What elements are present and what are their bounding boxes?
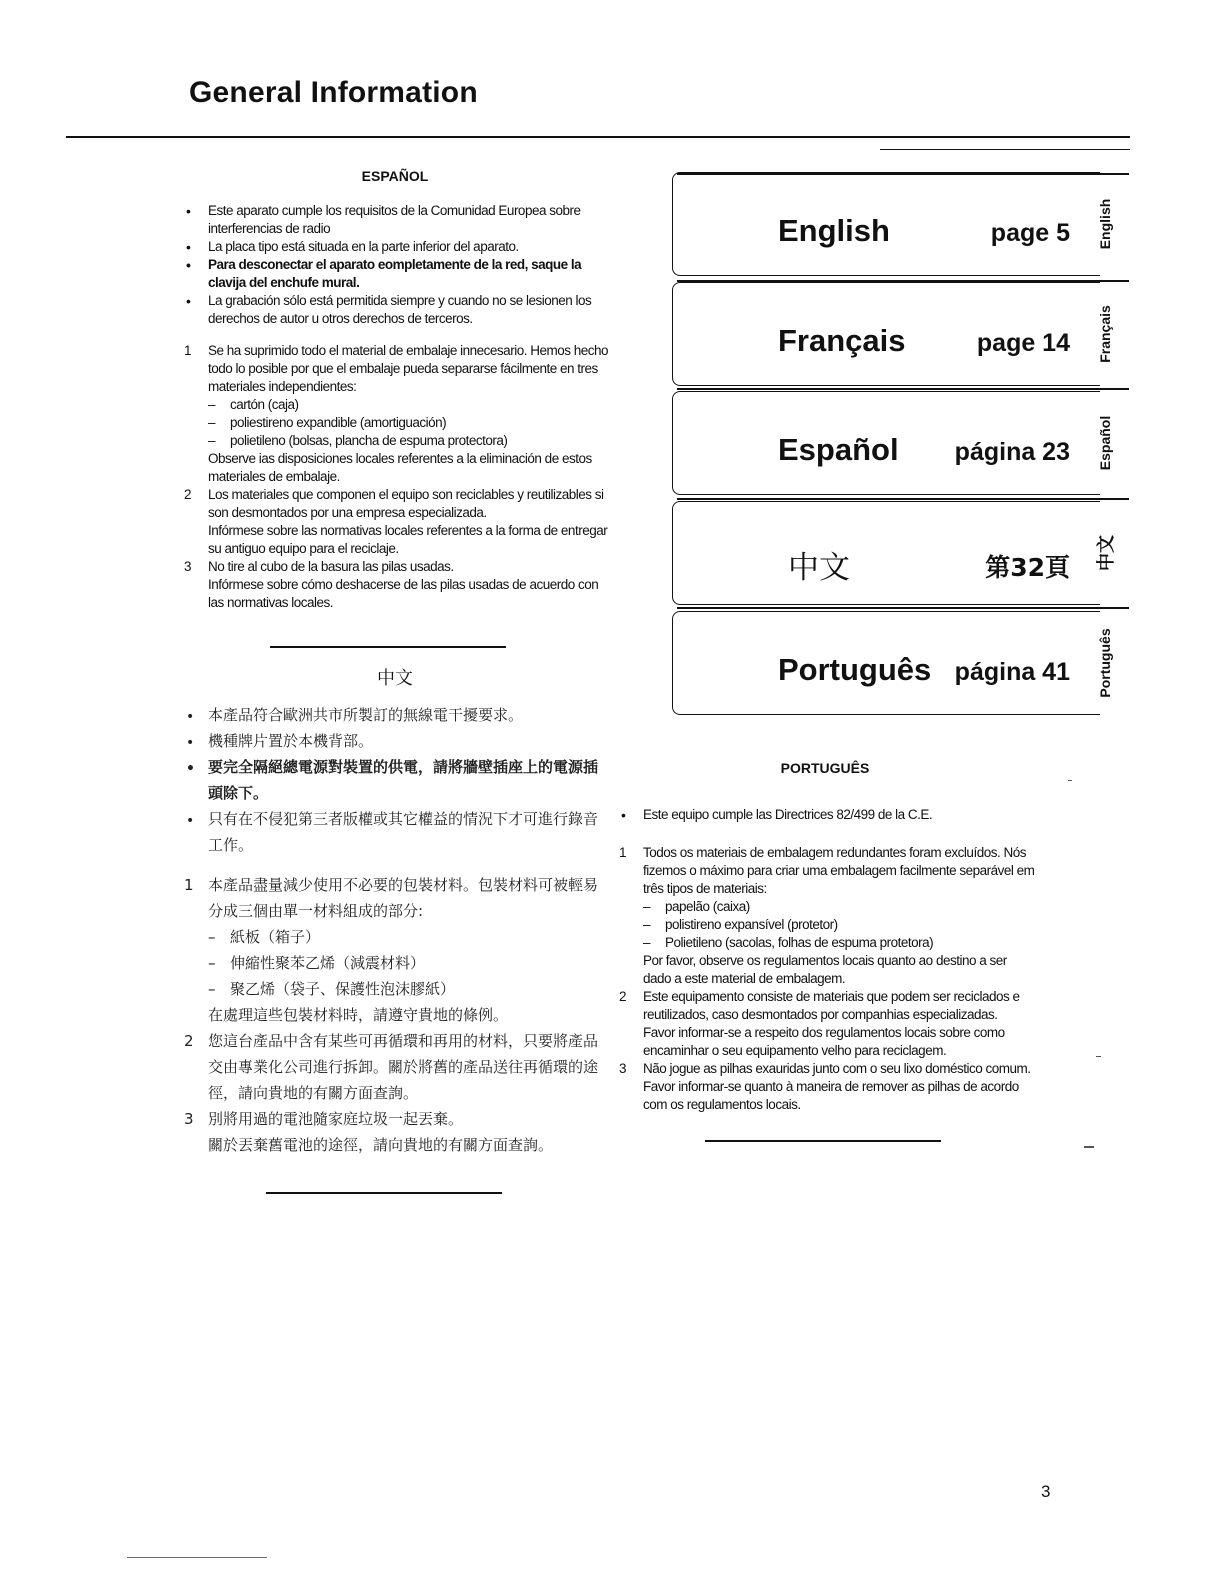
item-note: Infórmese sobre cómo deshacerse de las pilas usadas de acuerdo con las normativas locales. <box>208 577 599 610</box>
item-number: 2 <box>619 989 627 1004</box>
language-tab: English <box>1097 198 1113 250</box>
language-tab: Português <box>1097 628 1113 698</box>
list-item <box>180 558 610 612</box>
language-name: English <box>778 213 890 248</box>
language-page: página 23 <box>954 438 1070 466</box>
portugues-numbered <box>615 844 1035 1114</box>
dash-item: – 紙板（箱子） <box>208 924 610 950</box>
language-name: Français <box>778 323 906 358</box>
language-name: Português <box>778 652 932 687</box>
item-text: 別將用過的電池隨家庭垃圾一起丟棄。 <box>208 1110 464 1128</box>
dash-item: – 聚乙烯（袋子、保護性泡沫膠紙） <box>208 976 610 1002</box>
item-number: 3 <box>184 1110 194 1128</box>
language-page: página 41 <box>954 658 1070 686</box>
scan-edge-line <box>127 1557 267 1558</box>
list-item: • La grabación sólo está permitida siempre y cuando no se lesionen los derechos de autor u otros derechos de terceros. <box>180 292 610 328</box>
margin-mark <box>1096 1056 1101 1057</box>
dash-item: – poliestireno expandible (amortiguación) <box>208 414 610 432</box>
index-rule <box>677 388 1129 390</box>
item-note: Infórmese sobre las normativas locales referentes a la forma de entregar su antiguo equipo para el reciclaje. <box>208 523 608 556</box>
header-rule-right <box>880 149 1130 150</box>
language-name: 中文 <box>788 550 850 586</box>
list-item: • Para desconectar el aparato eompletamente de la red, saque la clavija del enchufe mural. <box>180 256 610 292</box>
item-number: 1 <box>184 876 194 894</box>
item-note: 關於丟棄舊電池的途徑，請向貴地的有關方面查詢。 <box>208 1136 554 1154</box>
portugues-heading: PORTUGUÊS <box>780 760 870 776</box>
index-rule <box>677 498 1129 500</box>
item-number: 1 <box>619 845 627 860</box>
list-item <box>615 988 1035 1060</box>
list-item: • 要完全隔絕總電源對裝置的供電，請將牆壁插座上的電源插頭除下。 <box>180 754 610 806</box>
section-divider <box>705 1140 941 1142</box>
margin-mark <box>1084 1146 1094 1148</box>
item-text: Los materiales que componen el equipo son reciclables y reutilizables si son desmontados por una empresa especializada. <box>208 487 604 520</box>
item-number: 3 <box>184 559 192 574</box>
item-number: 1 <box>184 343 192 358</box>
index-rule <box>677 607 1129 609</box>
section-divider <box>266 1192 502 1194</box>
item-text: 本產品盡量減少使用不必要的包裝材料。包裝材料可被輕易分成三個由單一材料組成的部分: <box>208 876 599 920</box>
list-item: • 只有在不侵犯第三者版權或其它權益的情況下才可進行錄音工作。 <box>180 806 610 858</box>
espanol-heading: ESPAÑOL <box>361 168 429 184</box>
right-column <box>615 760 1035 1142</box>
dash-item: – Polietileno (sacolas, folhas de espuma protetora) <box>643 934 1035 952</box>
list-item: • Este aparato cumple los requisitos de la Comunidad Europea sobre interferencias de radio <box>180 202 610 238</box>
chinese-section <box>180 664 610 1194</box>
item-text: Não jogue as pilhas exauridas junto com o seu lixo doméstico comum. <box>643 1061 1031 1076</box>
dash-item: – papelão (caixa) <box>643 898 1035 916</box>
portugues-bullets <box>615 806 1035 824</box>
page-title: General Information <box>189 76 478 109</box>
item-note: 在處理這些包裝材料時，請遵守貴地的條例。 <box>208 1006 509 1024</box>
dash-item: – polistireno expansível (protetor) <box>643 916 1035 934</box>
section-divider <box>270 646 506 648</box>
language-page: 第32頁 <box>985 553 1070 582</box>
left-column <box>180 160 610 1194</box>
espanol-bullets <box>180 202 610 328</box>
list-item <box>615 844 1035 988</box>
list-item: • Este equipo cumple las Directrices 82/499 de la C.E. <box>615 806 1035 824</box>
list-item <box>180 1106 610 1158</box>
page-number: 3 <box>1041 1482 1051 1501</box>
language-index-portugues <box>672 611 1113 715</box>
portugues-section <box>615 760 1035 1142</box>
language-tab: Français <box>1097 305 1113 363</box>
chinese-bullets <box>180 702 610 858</box>
language-index-espanol <box>672 391 1113 495</box>
item-number: 2 <box>184 1032 194 1050</box>
list-item: • 本產品符合歐洲共市所製訂的無線電干擾要求。 <box>180 702 610 728</box>
item-text: Todos os materiais de embalagem redundantes foram excluídos. Nós fizemos o máximo para criar uma embalagem facilmente separável em três tipos de materiais: <box>643 845 1035 896</box>
language-index-francais <box>672 282 1113 386</box>
dash-item: – cartón (caja) <box>208 396 610 414</box>
list-item <box>615 1060 1035 1114</box>
language-page: page 5 <box>990 219 1070 247</box>
item-text: No tire al cubo de la basura las pilas usadas. <box>208 559 454 574</box>
list-item <box>180 872 610 1028</box>
language-page: page 14 <box>976 329 1070 357</box>
margin-mark <box>1068 780 1072 781</box>
dash-item: – 伸縮性聚苯乙烯（減震材料） <box>208 950 610 976</box>
language-name: Español <box>778 432 899 467</box>
list-item <box>180 486 610 558</box>
espanol-numbered <box>180 342 610 612</box>
item-text: Este equipamento consiste de materiais que podem ser reciclados e reutilizados, caso desmontados por companhias especializadas. <box>643 989 1020 1022</box>
item-text: 您這台產品中含有某些可再循環和再用的材料，只要將產品交由專業化公司進行拆卸。關於將舊的產品送往再循環的途徑，請向貴地的有關方面查詢。 <box>208 1032 599 1102</box>
espanol-section <box>180 168 610 648</box>
list-item: • 機種牌片置於本機背部。 <box>180 728 610 754</box>
language-tab: 中文 <box>1096 535 1117 571</box>
header-rule <box>66 136 1130 138</box>
list-item <box>180 1028 610 1106</box>
language-index-english <box>672 172 1113 276</box>
list-item: • La placa tipo está situada en la parte inferior del aparato. <box>180 238 610 256</box>
chinese-heading: 中文 <box>377 668 413 689</box>
dash-item: – polietileno (bolsas, plancha de espuma protectora) <box>208 432 610 450</box>
language-index-chinese <box>672 501 1117 605</box>
item-note: Favor informar-se quanto à maneira de remover as pilhas de acordo com os regulamentos locais. <box>643 1079 1019 1112</box>
language-tab: Español <box>1097 415 1113 471</box>
item-note: Por favor, observe os regulamentos locais quanto ao destino a ser dado a este material de embalagem. <box>643 953 1007 986</box>
item-number: 2 <box>184 487 192 502</box>
chinese-numbered <box>180 872 610 1158</box>
item-note: Favor informar-se a respeito dos regulamentos locais sobre como encaminhar o seu equipamento velho para reciclagem. <box>643 1025 1005 1058</box>
list-item <box>180 342 610 486</box>
item-note: Observe ias disposiciones locales referentes a la eliminación de estos materiales de embalaje. <box>208 451 592 484</box>
item-number: 3 <box>619 1061 627 1076</box>
item-text: Se ha suprimido todo el material de embalaje innecesario. Hemos hecho todo lo posible por que el embalaje pueda separarse fácilmente en tres materiales independientes: <box>208 343 608 394</box>
